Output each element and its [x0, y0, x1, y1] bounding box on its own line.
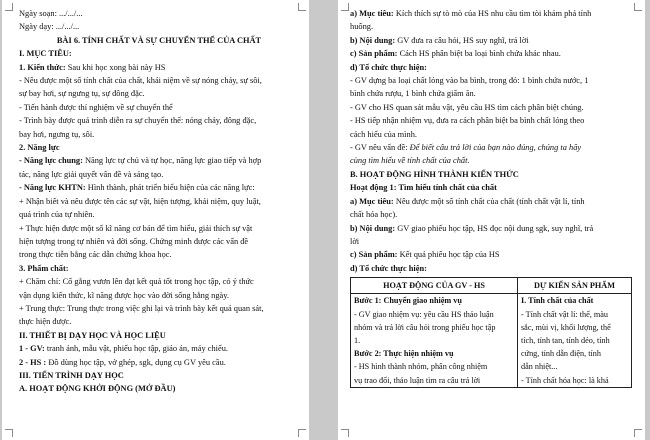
text-run: Nêu được một số tính chất của chất (tính chất vật lí, tính: [395, 196, 585, 206]
text-run: Kích thích sự tò mò của HS nhu cầu tìm tòi khám phá tính: [395, 9, 592, 18]
text-line: [350, 141, 632, 154]
text-line: II. THIẾT BỊ DẠY HỌC VÀ HỌC LIỆU: [19, 330, 166, 340]
document-page-right: [338, 0, 645, 440]
margin-mark-bottom-right: [298, 429, 306, 437]
text-run: b) Nội dung:: [350, 223, 398, 233]
text-line: [350, 248, 632, 261]
document-page-left: [2, 0, 309, 440]
margin-mark-top-left: [5, 3, 13, 11]
text-line: [19, 342, 299, 355]
text-line: B. HOẠT ĐỘNG HÌNH THÀNH KIẾN THỨC: [350, 169, 519, 179]
text-run: Hình thành, phát triển biểu hiện của các năng lực:: [87, 183, 255, 193]
text-run: c) Sản phẩm:: [350, 49, 400, 59]
text-run: a) Mục tiêu:: [350, 196, 396, 206]
text-line: [350, 7, 632, 20]
text-line: - Trình bày được quá trình diễn ra sự chuyển thể: nóng chảy, đông đặc,: [19, 116, 257, 126]
text-run: c) Sản phẩm:: [350, 250, 400, 260]
text-line: + Thực hiện được một số kĩ năng cơ bản để tìm hiểu, giải thích sự vật: [19, 223, 253, 233]
text-line: Bước 2: Thực hiện nhiệm vụ: [354, 349, 454, 359]
left-page-text: [19, 7, 299, 396]
text-run: 1 - GV:: [19, 344, 47, 354]
table-header-san-pham: DỰ KIẾN SẢN PHẨM: [518, 278, 632, 294]
text-line: thực hiện được.: [19, 317, 72, 327]
text-line: + Chăm chỉ: Cố gắng vươn lên đạt kết quả tốt trong học tập, có ý thức: [19, 277, 254, 287]
text-line: [350, 34, 632, 47]
margin-mark-top-right: [298, 3, 306, 11]
text-line: 3. Phẩm chất:: [19, 263, 69, 273]
text-line: [19, 154, 299, 167]
text-line: vận dụng kiến thức, kĩ năng được học vào đời sống hằng ngày.: [19, 290, 229, 300]
text-line: quá trình của tự nhiên.: [19, 210, 95, 220]
table-cell-products: [518, 294, 632, 387]
text-line: cứng, tính dẫn điện, tính: [521, 349, 601, 359]
text-line: trong thực tiễn bằng các dẫn chứng khoa học.: [19, 250, 172, 260]
text-line: A. HOẠT ĐỘNG KHỞI ĐỘNG (MỞ ĐẦU): [19, 384, 176, 394]
text-run: - Năng lực KHTN:: [19, 183, 88, 193]
text-line: bay hơi, ngưng tụ, sôi.: [19, 129, 95, 139]
table-cell-activities: [351, 294, 518, 387]
right-page-text: [350, 7, 632, 388]
text-run: tranh ảnh, mẫu vật, phiếu học tập, giáo án, máy chiếu.: [46, 344, 229, 354]
text-line: bình chứa rượu, 1 bình chứa giấm ăn.: [350, 89, 476, 99]
text-line: [19, 181, 299, 194]
text-run: Đồ dùng học tập, vở ghép, sgk, dụng cụ GV yêu cầu.: [48, 357, 226, 367]
margin-mark-bottom-left: [341, 429, 349, 437]
text-run: - Năng lực chung:: [19, 156, 85, 166]
activity-table: [350, 277, 632, 388]
text-line: [350, 195, 632, 208]
margin-mark-top-right: [634, 3, 642, 11]
text-line: [19, 61, 299, 74]
text-run: Để biết câu trả lời của bạn nào đúng, chúng ta hãy: [409, 143, 582, 153]
text-line: hiện tượng trong tự nhiên và đời sống. Chứng minh được các vấn đề: [19, 236, 249, 246]
text-run: Kết quả phiếu học tập của HS: [399, 250, 500, 260]
text-line: 1.: [354, 335, 361, 345]
text-line: sự bay hơi, sự ngưng tụ, sự đông đặc.: [19, 89, 145, 99]
text-line: chất hóa học).: [350, 210, 398, 220]
text-line: nhóm và trả lời câu hỏi trong phiếu học tập: [354, 322, 496, 332]
text-line: + Nhận biết và nêu được tên các sự vật, hiện tượng, khái niệm, quy luật,: [19, 196, 261, 206]
text-line: sắc, mùi vị, khối lượng, thể: [521, 322, 611, 332]
text-line: tác, năng lực giải quyết vấn đề và sáng tạo.: [19, 169, 164, 179]
text-line: 2. Năng lực: [19, 143, 60, 153]
text-line: Bước 1: Chuyển giao nhiệm vụ: [354, 296, 462, 306]
text-run: a) Mục tiêu:: [350, 9, 396, 18]
text-line: III. TIẾN TRÌNH DẠY HỌC: [19, 370, 124, 380]
text-line: - HS tiếp nhận nhiệm vụ, đưa ra cách phân biệt ba bình chất lỏng theo: [350, 116, 585, 126]
text-run: 1. Kiến thức:: [19, 62, 68, 72]
text-run: Năng lực tự chủ và tự học, năng lực giao tiếp và hợp: [84, 156, 262, 166]
text-line: [350, 222, 632, 235]
text-line: cùng tìm hiểu về tính chất của chất.: [350, 156, 470, 166]
text-line: - HS hình thành nhóm, phân công nhiệm: [354, 362, 488, 372]
text-line: [19, 356, 299, 369]
text-line: - GV cho HS quan sát mẫu vật, yêu cầu HS tìm cách phân biệt chúng.: [350, 102, 584, 112]
text-line: Ngày soạn: .../.../...: [19, 9, 83, 18]
text-line: d) Tổ chức thực hiện:: [350, 62, 427, 72]
text-line: I. MỤC TIÊU:: [19, 49, 72, 59]
text-run: GV giao phiếu học tập, HS đọc nội dung sgk, suy nghĩ, trả: [397, 223, 594, 233]
text-line: [350, 47, 632, 60]
text-line: - Tính chất hóa học: là khả: [521, 375, 609, 385]
text-run: b) Nội dung:: [350, 35, 398, 45]
text-line: vụ trao đổi, thảo luận tìm ra câu trả lời: [354, 375, 481, 385]
text-run: GV đưa ra câu hỏi, HS suy nghĩ, trả lời: [397, 35, 529, 45]
text-line: tích, tính tan, tính dẻo, tính: [521, 335, 610, 345]
margin-mark-top-left: [341, 3, 349, 11]
text-line: - GV dựng ba loại chất lỏng vào ba bình, trong đó: 1 bình chứa nước, 1: [350, 76, 589, 86]
margin-mark-bottom-left: [5, 429, 13, 437]
text-line: - Nêu được một số tính chất của chất, khái niệm về sự nóng chảy, sự sôi,: [19, 76, 262, 86]
text-line: Ngày dạy: .../.../...: [19, 22, 80, 32]
text-line: cách hiểu của mình.: [350, 129, 417, 139]
text-line: dẫn nhiệt...: [521, 362, 558, 372]
text-line: huống.: [350, 22, 374, 32]
text-run: - GV nêu vấn đề:: [350, 143, 410, 153]
text-line: lời: [350, 236, 360, 246]
text-line: I. Tính chất của chất: [521, 296, 594, 306]
table-header-gv-hs: HOẠT ĐỘNG CỦA GV - HS: [351, 278, 518, 294]
text-line: BÀI 6. TÍNH CHẤT VÀ SỰ CHUYỂN THỂ CỦA CHẤT: [56, 35, 262, 45]
text-line: d) Tổ chức thực hiện:: [350, 263, 427, 273]
text-run: 2 - HS :: [19, 357, 49, 367]
text-line: - Tiến hành được thí nghiệm về sự chuyển thể: [19, 102, 173, 112]
text-line: Hoạt động 1: Tìm hiểu tính chất của chất: [350, 183, 497, 193]
text-line: + Trung thực: Trung thực trong việc ghi lại và trình bày kết quả quan sát,: [19, 303, 264, 313]
text-run: Cách HS phân biệt ba loại bình chứa khác nhau.: [399, 49, 561, 59]
margin-mark-bottom-right: [634, 429, 642, 437]
text-line: - GV giao nhiệm vụ: yêu cầu HS thảo luận: [354, 309, 494, 319]
text-run: Sau khi học xong bài này HS: [67, 62, 166, 72]
text-line: - Tính chất vật lí: thể, màu: [521, 309, 608, 319]
